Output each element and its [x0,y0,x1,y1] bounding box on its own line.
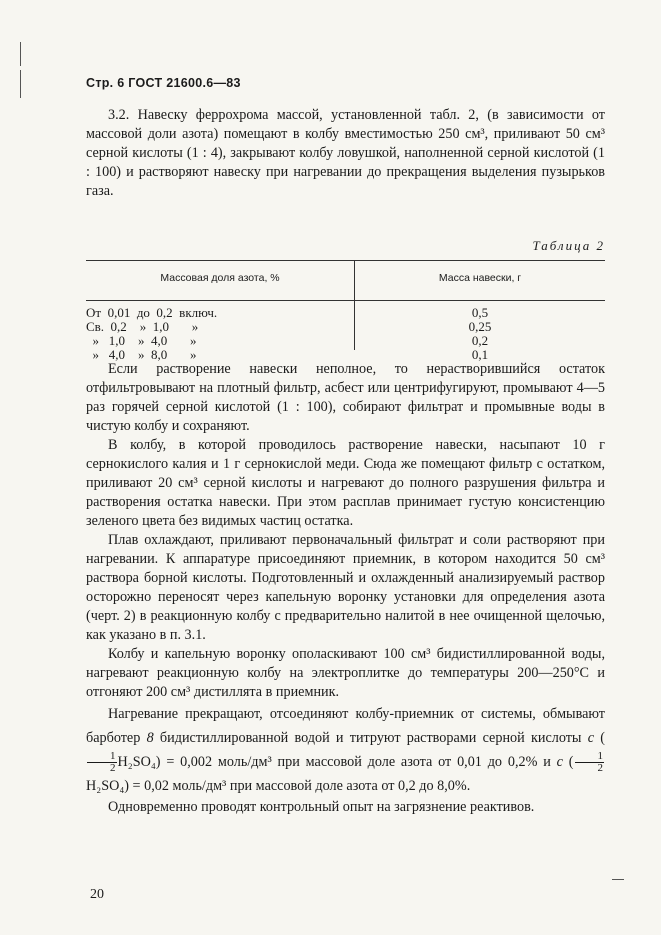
table-header-mass: Масса навески, г [438,272,522,284]
paragraph-rinse: Колбу и капельную воронку ополаскивают 100 см³ бидистиллированной воды, нагревают реакционную колбу на электроплитке до температуры 200—250°С и отгоняют 200 см³ дистиллята в приемник. [86,646,605,700]
table-cell-mass: 0,1 [471,347,489,362]
paragraph-incomplete-dissolution: Если растворение навески неполное, то нерастворившийся остаток отфильтровывают на плотный фильтр, асбест или центрифугируют, промывают 4—5 раз горячей серной кислотой (1 : 100), собирают фильтрат и промывные воды в чистую колбу и сохраняют. [86,361,605,434]
table-cell-mass: 0,25 [468,319,492,334]
fraction-numerator: 1 [87,751,117,763]
concentration-value-1: ) = 0,002 моль/дм³ при [155,754,300,770]
titration-text-2: массовой доле азота от 0,01 до 0,2% и [305,754,551,770]
fraction-one-half [575,751,605,774]
titration-text-3: при массовой доле азота от 0,2 до 8,0%. [229,778,471,795]
formula-h2so4: H₂SO₄ [86,778,125,795]
concentration-symbol: c [556,754,563,770]
table-2 [86,260,605,362]
paragraph-3-2-text: 3.2. Навеску феррохрома массой, установленной табл. 2, (в зависимости от массовой доли азота) помещают в колбу вместимостью 250 см³, приливают 50 см³ серной кислоты (1 : 4), закрывают колбу ловушкой, наполненной серной кислотой (1 : 100) и растворяют навеску при нагревании до прекращения выделения пузырьков газа. [86,107,605,199]
table-cell-range: От 0,01 до 0,2 включ. [86,305,218,320]
formula-h2so4: H₂SO₄ [117,754,156,770]
page-header: Стр. 6 ГОСТ 21600.6—83 [86,76,241,90]
paragraph-control: Одновременно проводят контрольный опыт на загрязнение реактивов. [108,799,535,816]
page-number: 20 [90,887,104,902]
fraction-denominator: 2 [110,762,116,775]
table-cell-range: » 1,0 » 4,0 » [86,333,197,348]
paragraph-3-2 [86,106,605,201]
margin-mark-top [20,42,21,66]
paragraph-titration: Нагревание прекращают, отсоединяют колбу-приемник от системы, обмывают барботер 8 бидистиллированной водой и титруют растворами серной кислоты c ( $\frac{1}{2}$ H₂SO₄) = 0,002 моль/дм³ при массовой доле азота от 0,01 до 0,2% и c ( $\frac{1}{2}$ H₂SO₄) = 0,02 моль/дм³ при массовой доле азота от 0,2 до 8,0%. [86,706,605,795]
corner-mark [612,879,624,880]
concentration-value-2: ) = 0,02 моль/дм³ [124,778,227,795]
concentration-symbol: c [587,730,595,746]
table-caption: Таблица 2 [532,238,605,253]
table-top-rule [86,260,605,261]
table-header-rule [86,300,605,301]
titration-text-1: Нагревание прекращают, отсоединяют колбу-приемник от системы, обмывают барботер [86,706,605,746]
titration-text-1b: бидистиллированной водой и титруют растворами серной кислоты [159,730,582,746]
margin-mark-bottom [20,70,21,98]
table-cell-mass: 0,2 [471,333,489,348]
table-ranges [86,306,217,362]
table-header-nitrogen: Массовая доля азота, % [160,272,280,284]
table-cell-mass: 0,5 [471,305,489,320]
paragraph-flask: В колбу, в которой проводилось растворение навески, насыпают 10 г сернокислого калия и 1 г сернокислой меди. Сюда же помещают фильтр с остатком, приливают 20 см³ серной кислоты и нагревают до полного разрушения фильтра и растворения остатка навески. При этом расплав принимает густую консистенцию зеленого цвета без видимых частиц остатка. [86,437,605,529]
fraction-one-half [87,751,117,774]
paragraph-melt: Плав охлаждают, приливают первоначальный фильтрат и соли растворяют при нагревании. К аппаратуре присоединяют приемник, в котором находится 50 см³ раствора борной кислоты. Подготовленный и охлажденный анализируемый раствор осторожно переносят через капельную воронку установки для определения азота (черт. 2) в реакционную колбу с предварительно налитой в нее очищенной щелочью, как указано в п. 3.1. [86,532,605,643]
body-paragraphs [86,360,605,817]
table-masses [355,306,605,362]
fraction-numerator: 1 [575,751,605,763]
fraction-denominator: 2 [597,762,603,775]
table-cell-range: » 4,0 » 8,0 » [86,347,197,362]
barboter-number: 8 [146,730,154,746]
table-cell-range: Св. 0,2 » 1,0 » [86,319,199,334]
